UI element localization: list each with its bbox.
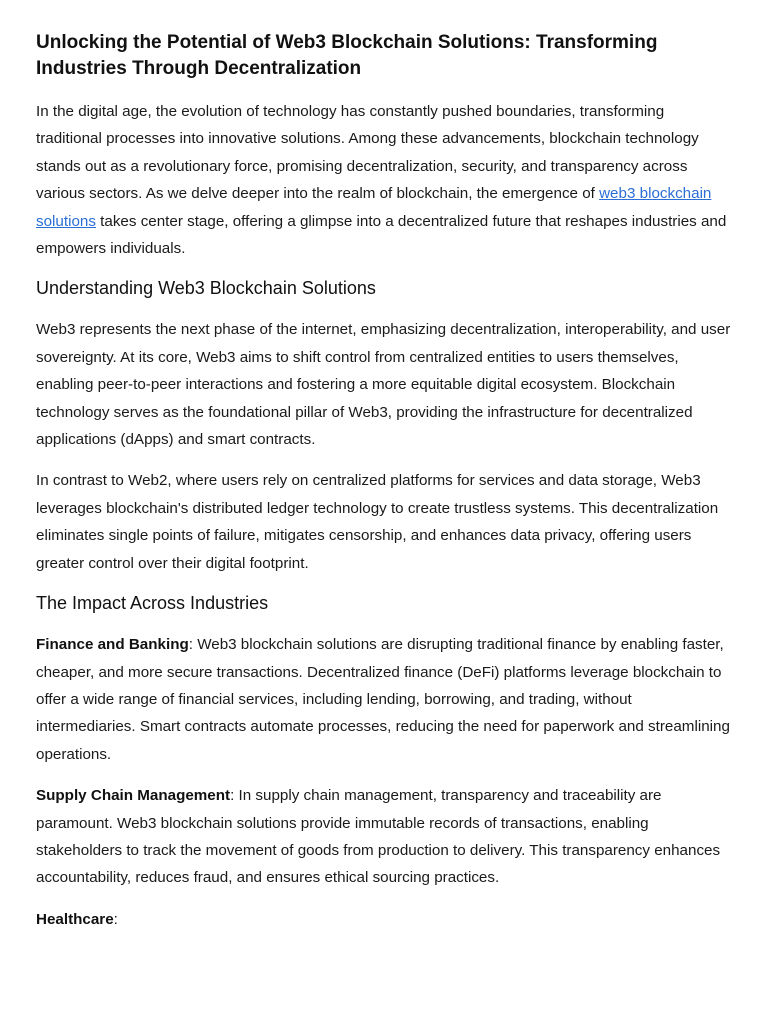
intro-text-before-link: In the digital age, the evolution of technology has constantly pushed boundaries, transforming traditional processes into innovative solutions. Among these advancements, blockchain technology stands out as a revolutionary force, promising decentralization, security, and transparency across various sectors. As we delve deeper into the realm of blockchain, the emergence of (36, 103, 699, 203)
industry-text-healthcare: : (113, 910, 118, 928)
intro-text-after-link: takes center stage, offering a glimpse into a decentralized future that reshapes industries and empowers individuals. (36, 212, 727, 258)
industry-label-finance: Finance and Banking (36, 636, 189, 654)
industry-label-healthcare: Healthcare (36, 910, 114, 928)
article-title: Unlocking the Potential of Web3 Blockchain Solutions: Transforming Industries Through Decentralization (36, 32, 658, 79)
section-heading-impact: The Impact Across Industries (36, 593, 269, 614)
industry-item-healthcare (36, 906, 732, 933)
industry-text-supply-chain: : In supply chain management, transparency and traceability are paramount. Web3 blockchain solutions provide immutable records of transactions, enabling stakeholders to track the movement of goods from production to delivery. This transparency enhances accountability, reduces fraud, and ensures ethical sourcing practices. (36, 787, 721, 887)
understanding-paragraph-1: Web3 represents the next phase of the internet, emphasizing decentralization, interoperability, and user sovereignty. At its core, Web3 aims to shift control from centralized entities to users themselves, enabling peer-to-peer interactions and fostering a more equitable digital ecosystem. Blockchain technology serves as the foundational pillar of Web3, providing the infrastructure for decentralized applications (dApps) and smart contracts. (36, 321, 731, 449)
industry-text-finance: : Web3 blockchain solutions are disrupting traditional finance by enabling faster, cheaper, and more secure transactions. Decentralized finance (DeFi) platforms leverage blockchain to offer a wide range of financial services, including lending, borrowing, and trading, without intermediaries. Smart contracts automate processes, reducing the need for paperwork and streamlining operations. (36, 636, 730, 763)
understanding-paragraph-2: In contrast to Web2, where users rely on centralized platforms for services and data storage, Web3 leverages blockchain's distributed ledger technology to create trustless systems. This decentralization eliminates single points of failure, mitigates censorship, and enhances data privacy, offering users greater control over their digital footprint. (36, 472, 719, 572)
industry-item-finance (36, 631, 732, 768)
industry-item-supply-chain (36, 782, 732, 892)
section-heading-understanding: Understanding Web3 Blockchain Solutions (36, 278, 376, 299)
intro-paragraph (36, 98, 732, 262)
web3-blockchain-solutions-link[interactable]: web3 blockchain solutions (36, 185, 712, 230)
industry-label-supply-chain: Supply Chain Management (36, 787, 231, 805)
